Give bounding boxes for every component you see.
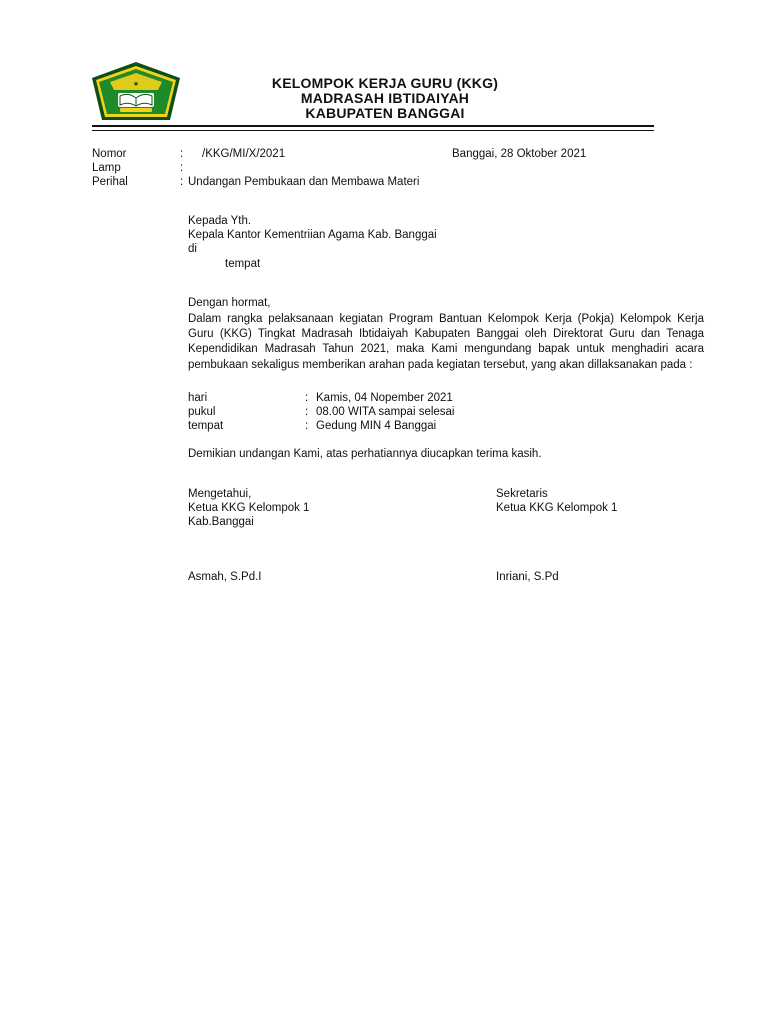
letterhead-line-3: KABUPATEN BANGGAI bbox=[305, 105, 465, 121]
letterhead-line-2: MADRASAH IBTIDAIYAH bbox=[300, 90, 470, 106]
letterhead-divider-thick bbox=[92, 125, 654, 127]
schedule-time-label: pukul bbox=[188, 406, 216, 418]
nomor-label: Nomor bbox=[92, 148, 127, 160]
closing-sentence: Demikian undangan Kami, atas perhatiannya diucapkan terima kasih. bbox=[188, 448, 542, 460]
nomor-colon: : bbox=[180, 148, 184, 160]
lamp-colon: : bbox=[180, 162, 184, 174]
signature-left-line-3: Kab.Banggai bbox=[188, 516, 254, 528]
signature-left-name: Asmah, S.Pd.I bbox=[188, 571, 262, 583]
signature-right-line-1: Sekretaris bbox=[496, 488, 548, 500]
perihal-label: Perihal bbox=[92, 176, 128, 188]
schedule-place-label: tempat bbox=[188, 420, 224, 432]
signature-right-name: Inriani, S.Pd bbox=[496, 571, 559, 583]
greeting: Dengan hormat, bbox=[188, 297, 271, 309]
letterhead-line-1: KELOMPOK KERJA GURU (KKG) bbox=[271, 75, 499, 91]
letterhead-divider-thin bbox=[92, 130, 654, 131]
recipient-line-3: di bbox=[188, 243, 197, 255]
kemenag-logo bbox=[88, 60, 184, 126]
schedule-day-colon: : bbox=[305, 392, 309, 404]
body-paragraph bbox=[188, 312, 704, 373]
letter-date: Banggai, 28 Oktober 2021 bbox=[452, 148, 587, 160]
schedule-day-label: hari bbox=[188, 392, 208, 404]
lamp-label: Lamp bbox=[92, 162, 121, 174]
nomor-value: /KKG/MI/X/2021 bbox=[202, 148, 286, 160]
schedule-time-colon: : bbox=[305, 406, 309, 418]
schedule-time-value: 08.00 WITA sampai selesai bbox=[316, 406, 455, 418]
recipient-line-1: Kepada Yth. bbox=[188, 215, 252, 227]
perihal-value: Undangan Pembukaan dan Membawa Materi bbox=[188, 176, 420, 188]
signature-right-line-2: Ketua KKG Kelompok 1 bbox=[496, 502, 618, 514]
schedule-place-value: Gedung MIN 4 Banggai bbox=[316, 420, 437, 432]
signature-left-line-2: Ketua KKG Kelompok 1 bbox=[188, 502, 310, 514]
schedule-place-colon: : bbox=[305, 420, 309, 432]
recipient-line-2: Kepala Kantor Kementriian Agama Kab. Banggai bbox=[188, 229, 437, 241]
perihal-colon: : bbox=[180, 176, 184, 188]
signature-left-line-1: Mengetahui, bbox=[188, 488, 252, 500]
kemenag-emblem-icon bbox=[88, 60, 184, 126]
svg-text:★: ★ bbox=[132, 80, 140, 88]
recipient-line-4: tempat bbox=[225, 258, 261, 270]
schedule-day-value: Kamis, 04 Nopember 2021 bbox=[316, 392, 453, 404]
body-paragraph-text: Dalam rangka pelaksanaan kegiatan Program Bantuan Kelompok Kerja (Pokja) Kelompok Kerja Guru (KKG) Tingkat Madrasah Ibtidaiyah Kabupaten Banggai oleh Direktorat Guru dan Tenaga Kependidikan Madrasah Tahun 2021, maka Kami mengundang bapak untuk menghadiri acara pembukaan sekaligus memberikan arahan pada kegiatan tersebut, yang akan dillaksanakan pada : bbox=[188, 313, 704, 371]
